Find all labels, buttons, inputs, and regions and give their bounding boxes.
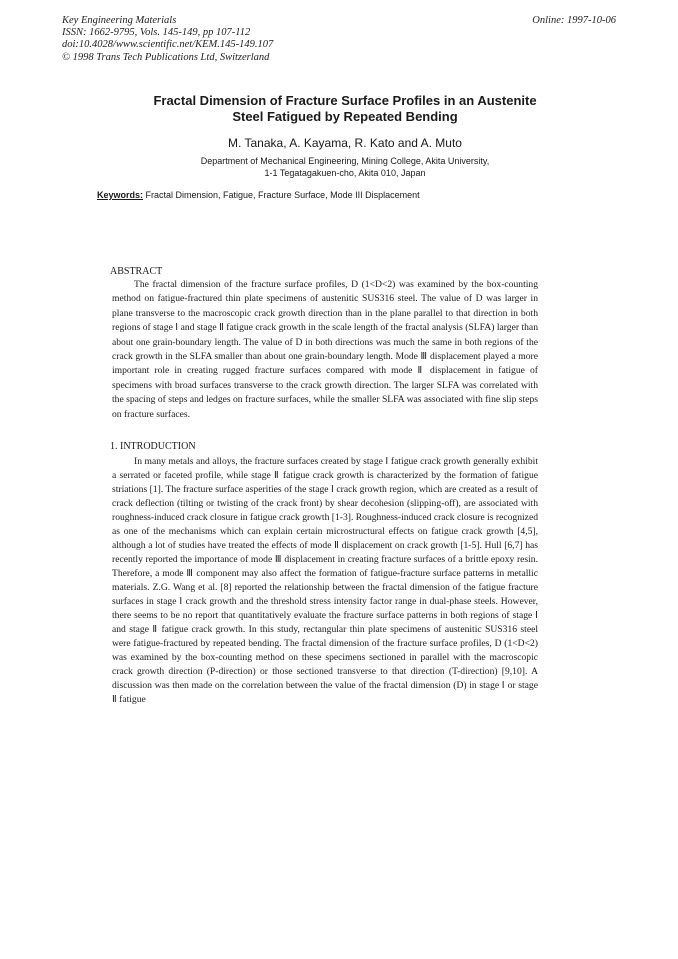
abstract-body: The fractal dimension of the fracture surface profiles, D (1<D<2) was examined by the box-counting method on fatigue-fractured thin plate specimens of austenitic SUS316 steel. The value of D was larger in plane transverse to the macroscopic crack growth direction than in the plane parallel to that direction in both regions of stage Ⅰ and stage Ⅱ fatigue crack growth in the scale length of the fractal analysis (SLFA) larger than about one grain-boundary length. The value of D in both directions was much the same in both regions of the crack growth in the SLFA smaller than about one grain-boundary length. Mode Ⅲ displacement played a more important role in creating rugged fracture surfaces compared with mode Ⅱ displacement in fatigue of specimens with broad surfaces transverse to the crack growth direction. The larger SLFA was correlated with the spacing of steps and ledges on fracture surfaces, while the smaller SLFA was associated with fine slip steps on fracture surfaces. — [112, 279, 538, 420]
issn-line: ISSN: 1662-9795, Vols. 145-149, pp 107-112 — [62, 27, 251, 39]
online-date: Online: 1997-10-06 — [532, 15, 616, 26]
abstract-heading: ABSTRACT — [110, 266, 163, 277]
doi-line: doi:10.4028/www.scientific.net/KEM.145-149.107 — [62, 39, 274, 51]
paper-title — [95, 93, 595, 125]
introduction-body: In many metals and alloys, the fracture surfaces created by stage Ⅰ fatigue crack growth generally exhibit a serrated or faceted profile, while stage Ⅱ fatigue crack growth is characterized by the formation of fatigue striations [1]. The fracture surface asperities of the stage Ⅰ crack growth region, which are created as a result of crack deflection (tilting or twisting of the crack front) by shear decohesion (slipping-off), are associated with roughness-induced crack closure in fatigue crack growth [1-3]. Roughness-induced crack closure is recognized as one of the mechanisms which can explain certain microstructural effects on fatigue crack growth [4,5], although a lot of studies have treated the effects of mode Ⅱ displacement on crack growth [1-5]. Hull [6,7] has recently reported the importance of mode Ⅲ displacement in creating fracture surfaces of a brittle epoxy resin. Therefore, a mode Ⅲ component may also affect the formation of fatigue-fracture surface patterns in metallic materials. Z.G. Wang et al. [8] reported the relationship between the fractal dimension of the fatigue fracture surfaces in stage Ⅰ crack growth and the threshold stress intensity factor range in dual-phase steels. However, there seems to be no report that quantitatively evaluate the fracture surface patterns in both regions of stage Ⅰ and stage Ⅱ fatigue crack growth. In this study, rectangular thin plate specimens of austenitic SUS316 steel were fatigue-fractured by repeated bending. The fractal dimension of the fracture surface profiles, D (1<D<2) was examined by the box-counting method on these specimens sectioned in parallel with the macroscopic crack growth direction (P-direction) or those sectioned transverse to that direction (T-direction) [9,10]. A discussion was then made on the correlation between the value of the fractal dimension (D) in stage Ⅰ or stage Ⅱ fatigue — [112, 456, 538, 705]
copyright-line: © 1998 Trans Tech Publications Ltd, Switzerland — [62, 51, 270, 63]
journal-header — [62, 15, 273, 64]
keywords-text: Fractal Dimension, Fatigue, Fracture Surface, Mode III Displacement — [143, 190, 420, 200]
author-list: M. Tanaka, A. Kayama, R. Kato and A. Muto — [228, 136, 462, 150]
affiliation-line-2: 1-1 Tegatagakuen-cho, Akita 010, Japan — [264, 167, 426, 178]
keywords — [97, 190, 577, 200]
title-line-2: Steel Fatigued by Repeated Bending — [232, 109, 458, 124]
affiliation — [95, 156, 595, 179]
keywords-label: Keywords: — [97, 190, 144, 200]
title-line-1: Fractal Dimension of Fracture Surface Profiles in an Austenite — [153, 93, 537, 108]
journal-name: Key Engineering Materials — [62, 15, 177, 26]
introduction-heading: 1. INTRODUCTION — [110, 441, 196, 452]
affiliation-line-1: Department of Mechanical Engineering, Mining College, Akita University, — [200, 156, 490, 166]
